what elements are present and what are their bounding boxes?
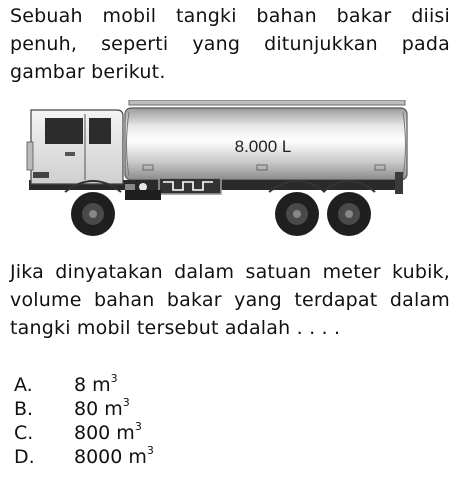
option-value: 8 $m^3$ <box>74 371 118 396</box>
question-text: Jika dinyatakan dalam satuan meter kubik, volume bahan bakar yang terdapat dalam tangki mobil tersebut adalah . . . . <box>10 261 450 339</box>
option-d[interactable] <box>10 445 310 469</box>
option-letter: A. <box>14 374 33 396</box>
option-value: 8000 $m^3$ <box>74 443 154 468</box>
option-b[interactable] <box>10 397 310 421</box>
fuel-tanker-truck-image <box>25 100 410 245</box>
option-value: 800 $m^3$ <box>74 419 142 444</box>
option-value: 80 $m^3$ <box>74 395 130 420</box>
problem-intro-text: Sebuah mobil tangki bahan bakar diisi penuh, seperti yang ditunjukkan pada gambar berikut. <box>10 5 450 83</box>
answer-options <box>10 373 310 469</box>
option-letter: C. <box>14 422 34 444</box>
option-a[interactable] <box>10 373 310 397</box>
option-letter: B. <box>14 398 34 420</box>
option-c[interactable] <box>10 421 310 445</box>
truck-wheels <box>71 192 371 236</box>
option-letter: D. <box>14 446 35 468</box>
tank-capacity-label: 8.000 L <box>234 137 292 156</box>
